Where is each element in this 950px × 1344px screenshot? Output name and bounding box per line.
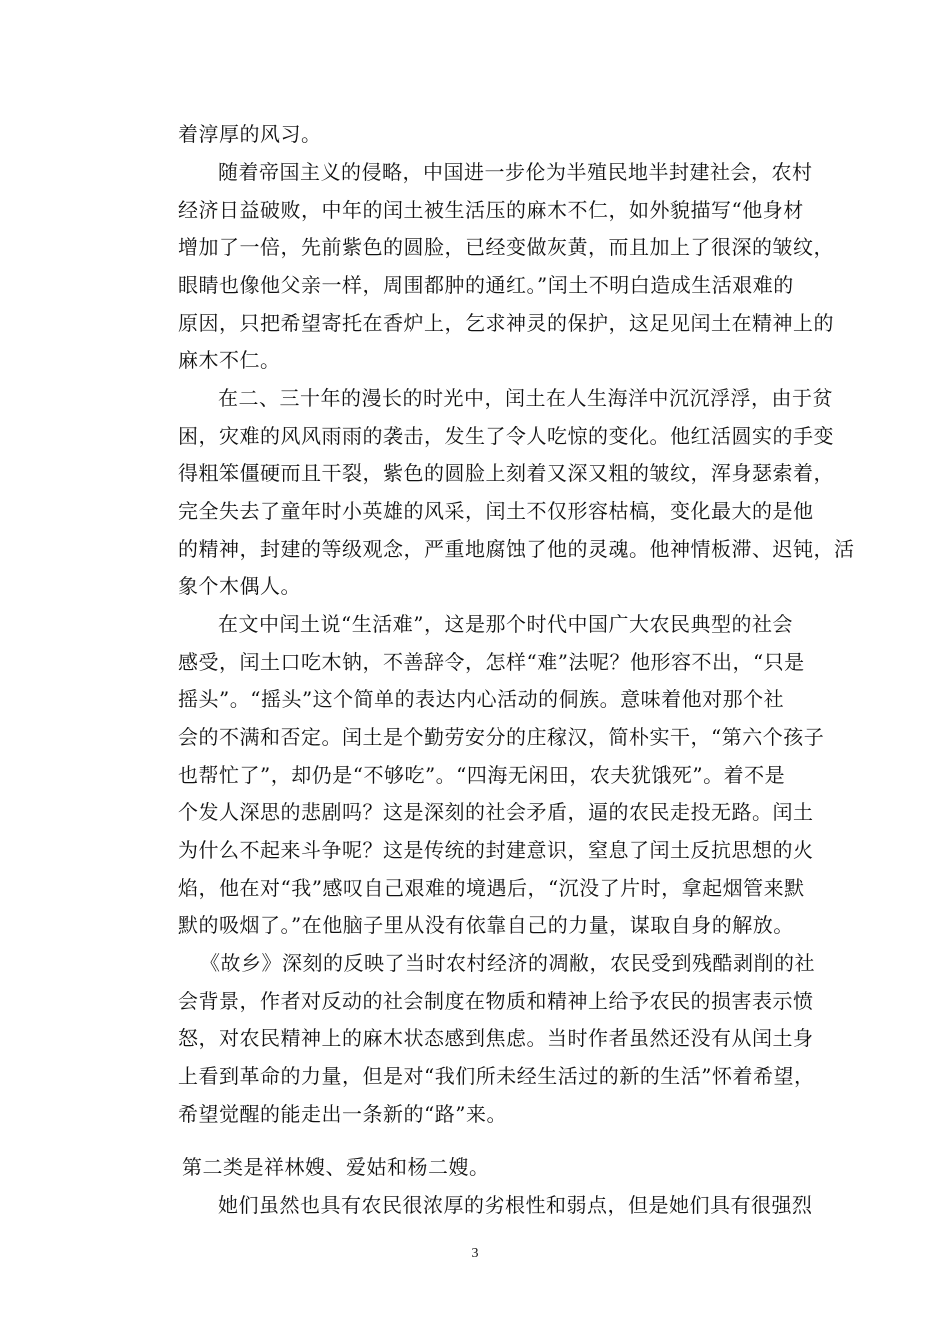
text-line: 焰，他在对“我”感叹自己艰难的境遇后，“沉没了片时，拿起烟管来默 <box>178 876 805 900</box>
text-line: 的精神，封建的等级观念，严重地腐蚀了他的灵魂。他神情板滞、迟钝，活 <box>178 537 855 561</box>
text-line: 增加了一倍，先前紫色的圆脸，已经变做灰黄，而且加上了很深的皱纹， <box>178 235 834 259</box>
text-line: 困，灾难的风风雨雨的袭击，发生了令人吃惊的变化。他红活圆实的手变 <box>178 424 834 448</box>
text-line: 眼睛也像他父亲一样，周围都肿的通红。”闰土不明白造成生活艰难的 <box>178 273 794 297</box>
text-line: 着淳厚的风习。 <box>178 122 322 146</box>
text-line: 摇头”。“摇头”这个简单的表达内心活动的侗族。意味着他对那个社 <box>178 687 785 711</box>
text-line: 默的吸烟了。”在他脑子里从没有依靠自己的力量，谋取自身的解放。 <box>178 913 794 937</box>
text-line: 得粗笨僵硬而且干裂，紫色的圆脸上刻着又深又粗的皱纹，浑身瑟索着， <box>178 461 834 485</box>
text-line: 《故乡》深刻的反映了当时农村经济的凋敝，农民受到残酷剥削的社 <box>200 951 815 975</box>
section-heading: 第二类是祥林嫂、爱姑和杨二嫂。 <box>182 1155 490 1179</box>
text-line: 原因，只把希望寄托在香炉上，乞求神灵的保护，这足见闰土在精神上的 <box>178 311 834 335</box>
text-line: 象个木偶人。 <box>178 574 301 598</box>
text-line: 个发人深思的悲剧吗？这是深刻的社会矛盾，逼的农民走投无路。闰土 <box>178 800 814 824</box>
text-line: 感受，闰土口吃木钠，不善辞令，怎样“难”法呢？他形容不出，“只是 <box>178 650 805 674</box>
text-line: 怒，对农民精神上的麻木状态感到焦虑。当时作者虽然还没有从闰土身 <box>178 1026 814 1050</box>
text-line: 也帮忙了”，却仍是“不够吃”。“四海无闲田，农夫犹饿死”。着不是 <box>178 763 786 787</box>
text-line: 麻木不仁。 <box>178 348 281 372</box>
text-line: 在二、三十年的漫长的时光中，闰土在人生海洋中沉沉浮浮，由于贫 <box>218 386 833 410</box>
page-number: 3 <box>471 1246 479 1261</box>
text-line: 希望觉醒的能走出一条新的“路”来。 <box>178 1102 507 1126</box>
text-line: 在文中闰土说“生活难”，这是那个时代中国广大农民典型的社会 <box>218 612 793 636</box>
text-line: 完全失去了童年时小英雄的风采，闰土不仅形容枯槁，变化最大的是他 <box>178 499 814 523</box>
text-line: 会背景，作者对反动的社会制度在物质和精神上给予农民的损害表示愤 <box>178 989 814 1013</box>
text-line: 会的不满和否定。闰土是个勤劳安分的庄稼汉，简朴实干，“第六个孩子 <box>178 725 825 749</box>
text-line: 为什么不起来斗争呢？这是传统的封建意识，窒息了闰土反抗思想的火 <box>178 838 814 862</box>
text-line: 经济日益破败，中年的闰土被生活压的麻木不仁，如外貌描写“他身材 <box>178 198 804 222</box>
text-line: 她们虽然也具有农民很浓厚的劣根性和弱点，但是她们具有很强烈 <box>218 1193 813 1217</box>
text-line: 随着帝国主义的侵略，中国进一步伦为半殖民地半封建社会，农村 <box>218 160 813 184</box>
text-line: 上看到革命的力量，但是对“我们所未经生活过的新的生活”怀着希望， <box>178 1064 815 1088</box>
